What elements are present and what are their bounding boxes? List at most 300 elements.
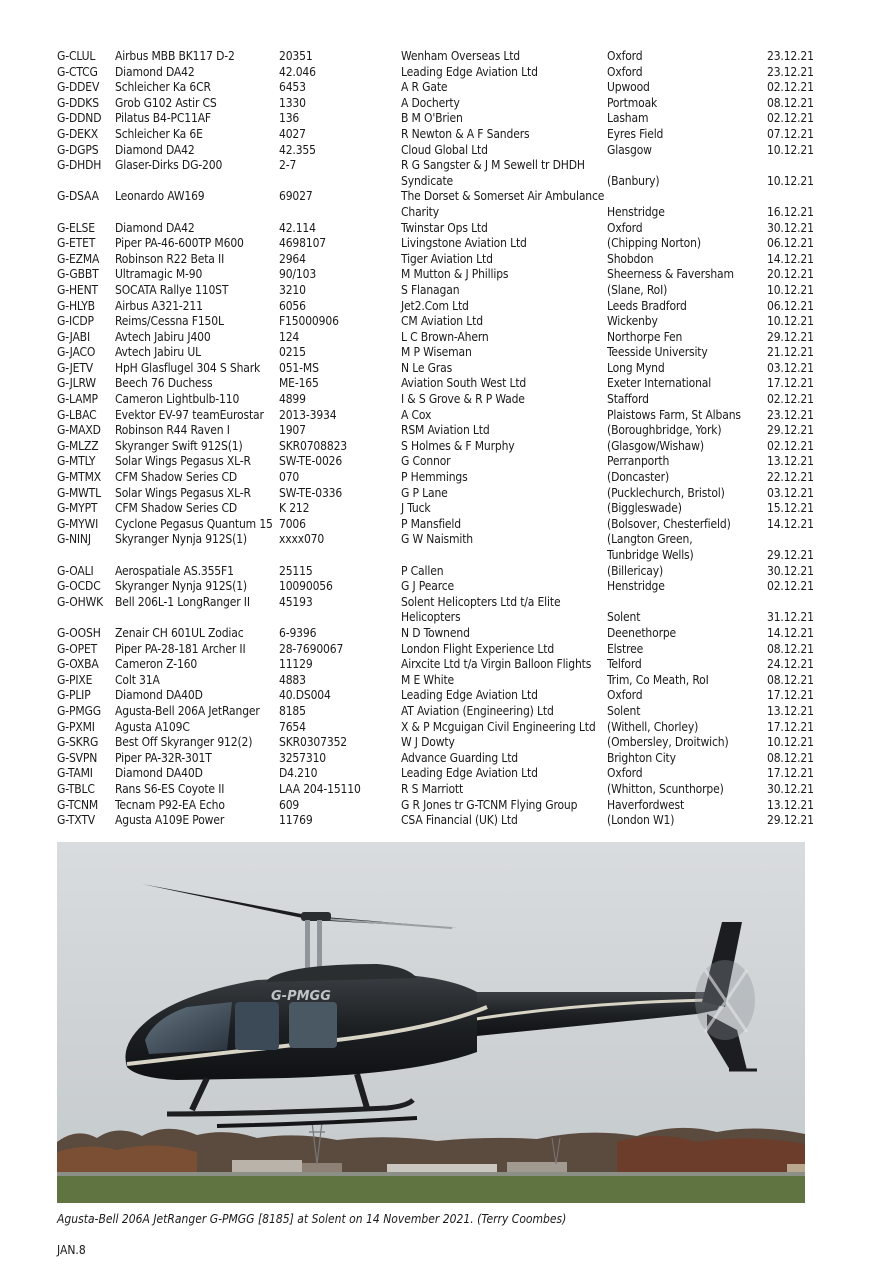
date-cell: 07.12.21 <box>767 126 814 141</box>
owner-cell: Syndicate <box>401 173 454 188</box>
owner-cell: RSM Aviation Ltd <box>401 423 490 438</box>
date-cell: 22.12.21 <box>767 470 814 485</box>
registration-cell: G-MWTL <box>57 485 101 500</box>
owner-cell: R S Marriott <box>401 781 464 796</box>
serial-number-cell <box>279 205 401 221</box>
date-cell: 31.12.21 <box>767 610 814 625</box>
serial-number-cell: SW-TE-0336 <box>279 485 343 500</box>
date-cell: 14.12.21 <box>767 516 814 531</box>
serial-number-cell: 124 <box>279 329 300 344</box>
serial-number-cell: 40.DS004 <box>279 688 331 703</box>
location-cell: Telford <box>607 657 642 672</box>
registration-cell: G-OHWK <box>57 594 104 609</box>
rear-door-window <box>289 1002 337 1048</box>
owner-cell: A R Gate <box>401 80 448 95</box>
aircraft-type-cell: Diamond DA40D <box>115 688 203 703</box>
owner-cell: London Flight Experience Ltd <box>401 641 555 656</box>
aircraft-type-cell: Rans S6-ES Coyote II <box>115 781 225 796</box>
date-cell: 23.12.21 <box>767 49 814 63</box>
serial-number-cell: 4899 <box>279 392 306 407</box>
serial-number-cell: 2-7 <box>279 158 297 173</box>
registration-cell: G-OPET <box>57 641 98 656</box>
registration-cell: G-JLRW <box>57 376 96 391</box>
location-cell <box>607 595 767 611</box>
serial-number-cell: 10090056 <box>279 579 333 594</box>
registration-cell: G-DSAA <box>57 189 99 204</box>
aircraft-type-cell: Airbus MBB BK117 D-2 <box>115 49 235 63</box>
location-cell: (Doncaster) <box>607 470 670 485</box>
owner-cell: P Callen <box>401 563 444 578</box>
owner-cell: Aviation South West Ltd <box>401 376 527 391</box>
serial-number-cell: 6056 <box>279 298 306 313</box>
helicopter-photo-svg <box>57 842 805 1203</box>
aircraft-type-cell: Zenair CH 601UL Zodiac <box>115 625 244 640</box>
location-cell: Oxford <box>607 688 643 703</box>
owner-cell: Solent Helicopters Ltd t/a Elite <box>401 594 561 609</box>
table-row <box>57 205 817 221</box>
helicopter-photo <box>57 842 805 1203</box>
owner-cell: Livingstone Aviation Ltd <box>401 236 527 251</box>
table-row <box>57 720 817 736</box>
serial-number-cell: 3257310 <box>279 750 327 765</box>
serial-number-cell: K 212 <box>279 501 310 516</box>
serial-number-cell: 6453 <box>279 80 306 95</box>
aircraft-type-cell: Piper PA-32R-301T <box>115 750 212 765</box>
date-cell: 08.12.21 <box>767 95 814 110</box>
date-cell <box>767 189 817 205</box>
table-row <box>57 111 817 127</box>
serial-number-cell <box>279 610 401 626</box>
registration-cell: G-ICDP <box>57 314 94 329</box>
registration-cell: G-ETET <box>57 236 96 251</box>
registration-cell: G-DDEV <box>57 80 100 95</box>
registration-cell: G-MTLY <box>57 454 96 469</box>
date-cell: 10.12.21 <box>767 735 814 750</box>
owner-cell: X & P Mcguigan Civil Engineering Ltd <box>401 719 596 734</box>
registration-cell: G-LAMP <box>57 392 98 407</box>
serial-number-cell: 609 <box>279 797 300 812</box>
location-cell: (Boroughbridge, York) <box>607 423 722 438</box>
table-row <box>57 486 817 502</box>
registration-cell: G-CLUL <box>57 49 96 63</box>
autumn-trees-right <box>617 1136 805 1177</box>
aircraft-type-cell: Airbus A321-211 <box>115 298 203 313</box>
registration-cell: G-DDKS <box>57 95 99 110</box>
registration-cell: G-PLIP <box>57 688 91 703</box>
location-cell: Oxford <box>607 766 643 781</box>
owner-cell: J Tuck <box>401 501 431 516</box>
table-row <box>57 610 817 626</box>
date-cell: 10.12.21 <box>767 282 814 297</box>
table-row <box>57 80 817 96</box>
aircraft-type-cell: Schleicher Ka 6CR <box>115 80 211 95</box>
registration-cell: G-OALI <box>57 563 94 578</box>
owner-cell: A Docherty <box>401 95 460 110</box>
owner-cell: B M O'Brien <box>401 111 463 126</box>
table-row <box>57 454 817 470</box>
table-row <box>57 626 817 642</box>
owner-cell: Jet2.Com Ltd <box>401 298 469 313</box>
date-cell: 16.12.21 <box>767 204 814 219</box>
aircraft-type-cell: CFM Shadow Series CD <box>115 470 238 485</box>
serial-number-cell: ME-165 <box>279 376 319 391</box>
aircraft-type-cell: Diamond DA42 <box>115 220 195 235</box>
date-cell: 23.12.21 <box>767 64 814 79</box>
table-row <box>57 735 817 751</box>
table-row <box>57 65 817 81</box>
serial-number-cell: SKR0307352 <box>279 735 348 750</box>
registration-cell: G-ELSE <box>57 220 95 235</box>
registration-cell: G-SVPN <box>57 750 98 765</box>
serial-number-cell: 8185 <box>279 703 306 718</box>
date-cell: 17.12.21 <box>767 766 814 781</box>
location-cell: Trim, Co Meath, RoI <box>607 672 709 687</box>
aircraft-type-cell: Solar Wings Pegasus XL-R <box>115 454 251 469</box>
table-row <box>57 517 817 533</box>
aircraft-type-cell: Skyranger Nynja 912S(1) <box>115 579 247 594</box>
date-cell: 21.12.21 <box>767 345 814 360</box>
table-row <box>57 96 817 112</box>
date-cell: 29.12.21 <box>767 329 814 344</box>
owner-cell: Advance Guarding Ltd <box>401 750 519 765</box>
registration-cell: G-SKRG <box>57 735 99 750</box>
aircraft-type-cell: Avtech Jabiru J400 <box>115 329 211 344</box>
date-cell: 17.12.21 <box>767 719 814 734</box>
table-row <box>57 345 817 361</box>
location-cell: Shobdon <box>607 251 654 266</box>
date-cell: 06.12.21 <box>767 236 814 251</box>
owner-cell: Airxcite Ltd t/a Virgin Balloon Flights <box>401 657 592 672</box>
location-cell: (Glasgow/Wishaw) <box>607 438 704 453</box>
photo-caption: Agusta-Bell 206A JetRanger G-PMGG [8185] at Solent on 14 November 2021. (Terry Coombes) <box>57 1212 567 1226</box>
date-cell: 02.12.21 <box>767 80 814 95</box>
owner-cell: Twinstar Ops Ltd <box>401 220 488 235</box>
date-cell <box>767 158 817 174</box>
owner-cell: G P Lane <box>401 485 448 500</box>
location-cell: Lasham <box>607 111 649 126</box>
registration-cell: G-HLYB <box>57 298 95 313</box>
owner-cell: Cloud Global Ltd <box>401 142 488 157</box>
aircraft-type-cell: Bell 206L-1 LongRanger II <box>115 594 250 609</box>
aircraft-type-cell: Robinson R44 Raven I <box>115 423 230 438</box>
tail-registration: G-PMGG <box>271 989 331 1004</box>
serial-number-cell: 0215 <box>279 345 306 360</box>
location-cell: (Chipping Norton) <box>607 236 701 251</box>
registration-cell: G-MTMX <box>57 470 101 485</box>
date-cell: 03.12.21 <box>767 360 814 375</box>
runway <box>57 1172 805 1176</box>
location-cell: (Withell, Chorley) <box>607 719 699 734</box>
date-cell: 02.12.21 <box>767 392 814 407</box>
table-row <box>57 408 817 424</box>
registration-cell: G-NINJ <box>57 532 91 547</box>
table-row <box>57 189 817 205</box>
aircraft-type-cell: Agusta A109E Power <box>115 813 225 828</box>
table-row <box>57 470 817 486</box>
location-cell: Solent <box>607 610 641 625</box>
owner-cell: R Newton & A F Sanders <box>401 126 530 141</box>
owner-cell: Tiger Aviation Ltd <box>401 251 493 266</box>
owner-cell: W J Dowty <box>401 735 455 750</box>
table-row <box>57 782 817 798</box>
aircraft-type-cell: Ultramagic M-90 <box>115 267 203 282</box>
owner-cell: S Flanagan <box>401 282 460 297</box>
registration-cell: G-OCDC <box>57 579 101 594</box>
date-cell: 30.12.21 <box>767 781 814 796</box>
aircraft-type-cell: Pilatus B4-PC11AF <box>115 111 211 126</box>
owner-cell: Leading Edge Aviation Ltd <box>401 766 538 781</box>
serial-number-cell: 2013-3934 <box>279 407 337 422</box>
table-row <box>57 595 817 611</box>
date-cell: 29.12.21 <box>767 548 814 562</box>
serial-number-cell: 3210 <box>279 282 306 297</box>
serial-number-cell: D4.210 <box>279 766 318 781</box>
aircraft-type-cell: Diamond DA40D <box>115 766 203 781</box>
location-cell <box>607 158 767 174</box>
serial-number-cell: 070 <box>279 470 300 485</box>
registration-cell: G-HENT <box>57 282 98 297</box>
date-cell: 23.12.21 <box>767 407 814 422</box>
table-row <box>57 439 817 455</box>
date-cell: 02.12.21 <box>767 438 814 453</box>
aircraft-type-cell: Leonardo AW169 <box>115 189 205 204</box>
aircraft-type-cell: Diamond DA42 <box>115 142 195 157</box>
rotor-mast <box>317 920 322 970</box>
registration-cell: G-PIXE <box>57 672 93 687</box>
serial-number-cell: SKR0708823 <box>279 438 348 453</box>
date-cell: 08.12.21 <box>767 672 814 687</box>
table-row <box>57 798 817 814</box>
location-cell: Brighton City <box>607 750 676 765</box>
aircraft-type-cell: Colt 31A <box>115 672 160 687</box>
registration-cell <box>57 174 115 190</box>
aircraft-type-cell: CFM Shadow Series CD <box>115 501 238 516</box>
date-cell: 13.12.21 <box>767 454 814 469</box>
table-row <box>57 564 817 580</box>
location-cell: Henstridge <box>607 579 665 594</box>
serial-number-cell: xxxx070 <box>279 532 325 547</box>
date-cell: 14.12.21 <box>767 251 814 266</box>
serial-number-cell: 42.114 <box>279 220 316 235</box>
location-cell: Oxford <box>607 220 643 235</box>
aircraft-type-cell: Tecnam P92-EA Echo <box>115 797 225 812</box>
date-cell: 02.12.21 <box>767 579 814 594</box>
registration-cell: G-MYPT <box>57 501 98 516</box>
aircraft-type-cell: Agusta A109C <box>115 719 190 734</box>
date-cell: 17.12.21 <box>767 376 814 391</box>
location-cell: Henstridge <box>607 204 665 219</box>
owner-cell: N Le Gras <box>401 360 453 375</box>
location-cell: Oxford <box>607 64 643 79</box>
owner-cell: Helicopters <box>401 610 461 625</box>
location-cell: (Slane, RoI) <box>607 282 668 297</box>
registration-cell: G-MAXD <box>57 423 101 438</box>
location-cell: Tunbridge Wells) <box>607 548 694 562</box>
owner-cell: M P Wiseman <box>401 345 472 360</box>
registration-cell <box>57 205 115 221</box>
date-cell: 13.12.21 <box>767 797 814 812</box>
owner-cell: L C Brown-Ahern <box>401 329 489 344</box>
serial-number-cell: 1907 <box>279 423 306 438</box>
table-row <box>57 236 817 252</box>
date-cell: 29.12.21 <box>767 813 814 828</box>
deregistration-table-body <box>57 49 817 829</box>
serial-number-cell: 4698107 <box>279 236 327 251</box>
serial-number-cell: 42.046 <box>279 64 316 79</box>
registration-cell <box>57 548 115 564</box>
serial-number-cell: 90/103 <box>279 267 317 282</box>
serial-number-cell: 11769 <box>279 813 313 828</box>
aircraft-type-cell <box>115 610 279 626</box>
aircraft-type-cell <box>115 205 279 221</box>
table-row <box>57 361 817 377</box>
aircraft-type-cell <box>115 548 279 564</box>
location-cell: Upwood <box>607 80 650 95</box>
date-cell: 14.12.21 <box>767 625 814 640</box>
owner-cell: Leading Edge Aviation Ltd <box>401 64 538 79</box>
location-cell: (Banbury) <box>607 173 660 188</box>
registration-cell: G-GBBT <box>57 267 99 282</box>
rotor-hub <box>301 912 331 921</box>
aircraft-type-cell: SOCATA Rallye 110ST <box>115 282 229 297</box>
aircraft-type-cell: Skyranger Swift 912S(1) <box>115 438 243 453</box>
registration-cell: G-DGPS <box>57 142 99 157</box>
aircraft-type-cell: Cameron Lightbulb-110 <box>115 392 240 407</box>
owner-cell: CM Aviation Ltd <box>401 314 483 329</box>
table-row <box>57 813 817 829</box>
location-cell: Wickenby <box>607 314 658 329</box>
owner-cell: S Holmes & F Murphy <box>401 438 515 453</box>
table-row <box>57 283 817 299</box>
registration-cell: G-JACO <box>57 345 96 360</box>
owner-cell: P Mansfield <box>401 516 461 531</box>
date-cell: 15.12.21 <box>767 501 814 516</box>
date-cell: 24.12.21 <box>767 657 814 672</box>
table-row <box>57 330 817 346</box>
registration-cell: G-JETV <box>57 360 94 375</box>
location-cell: Oxford <box>607 49 643 63</box>
location-cell: Northorpe Fen <box>607 329 683 344</box>
table-row <box>57 766 817 782</box>
location-cell: Solent <box>607 703 641 718</box>
aircraft-type-cell: Aerospatiale AS.355F1 <box>115 563 234 578</box>
aircraft-type-cell: Piper PA-28-181 Archer II <box>115 641 246 656</box>
location-cell: Exeter International <box>607 376 712 391</box>
deregistration-table <box>57 49 817 829</box>
aircraft-type-cell: Solar Wings Pegasus XL-R <box>115 485 251 500</box>
serial-number-cell: 1330 <box>279 95 306 110</box>
date-cell <box>767 595 817 611</box>
table-row <box>57 501 817 517</box>
table-row <box>57 376 817 392</box>
registration-cell: G-MLZZ <box>57 438 99 453</box>
location-cell: Plaistows Farm, St Albans <box>607 407 741 422</box>
aircraft-type-cell: HpH Glasflugel 304 S Shark <box>115 360 261 375</box>
date-cell: 10.12.21 <box>767 142 814 157</box>
location-cell: Elstree <box>607 641 644 656</box>
location-cell: Haverfordwest <box>607 797 685 812</box>
location-cell: (London W1) <box>607 813 675 828</box>
serial-number-cell: 7654 <box>279 719 306 734</box>
date-cell: 02.12.21 <box>767 111 814 126</box>
owner-cell: N D Townend <box>401 625 470 640</box>
table-row <box>57 49 817 65</box>
serial-number-cell: 4027 <box>279 126 306 141</box>
serial-number-cell: 7006 <box>279 516 306 531</box>
location-cell: Long Mynd <box>607 360 665 375</box>
table-row <box>57 548 817 564</box>
aircraft-type-cell: Cyclone Pegasus Quantum 15 <box>115 516 273 531</box>
location-cell: Sheerness & Faversham <box>607 267 734 282</box>
location-cell: (Bolsover, Chesterfield) <box>607 516 731 531</box>
owner-cell: A Cox <box>401 407 432 422</box>
date-cell: 29.12.21 <box>767 423 814 438</box>
location-cell: (Whitton, Scunthorpe) <box>607 781 724 796</box>
serial-number-cell: 20351 <box>279 49 313 63</box>
table-row <box>57 751 817 767</box>
table-row <box>57 314 817 330</box>
date-cell: 10.12.21 <box>767 173 814 188</box>
owner-cell <box>401 548 607 564</box>
registration-cell: G-PMGG <box>57 703 101 718</box>
serial-number-cell: LAA 204-15110 <box>279 781 361 796</box>
date-cell: 13.12.21 <box>767 703 814 718</box>
aircraft-type-cell: Evektor EV-97 teamEurostar <box>115 407 264 422</box>
date-cell: 03.12.21 <box>767 485 814 500</box>
location-cell: Portmoak <box>607 95 658 110</box>
registration-cell: G-PXMI <box>57 719 95 734</box>
date-cell: 10.12.21 <box>767 314 814 329</box>
date-cell: 30.12.21 <box>767 563 814 578</box>
table-row <box>57 127 817 143</box>
registration-cell: G-OXBA <box>57 657 99 672</box>
table-row <box>57 267 817 283</box>
table-row <box>57 423 817 439</box>
owner-cell: I & S Grove & R P Wade <box>401 392 525 407</box>
registration-cell: G-TBLC <box>57 781 95 796</box>
owner-cell: Wenham Overseas Ltd <box>401 49 521 63</box>
owner-cell: M E White <box>401 672 455 687</box>
location-cell: Eyres Field <box>607 126 664 141</box>
registration-cell: G-MYWI <box>57 516 99 531</box>
owner-cell: Leading Edge Aviation Ltd <box>401 688 538 703</box>
registration-cell: G-TAMI <box>57 766 93 781</box>
serial-number-cell: 136 <box>279 111 300 126</box>
registration-cell: G-OOSH <box>57 625 101 640</box>
owner-cell: G Connor <box>401 454 451 469</box>
aircraft-type-cell: Skyranger Nynja 912S(1) <box>115 532 247 547</box>
date-cell: 20.12.21 <box>767 267 814 282</box>
table-row <box>57 642 817 658</box>
serial-number-cell: 45193 <box>279 594 313 609</box>
table-row <box>57 688 817 704</box>
serial-number-cell: 2964 <box>279 251 306 266</box>
aircraft-type-cell: Grob G102 Astir CS <box>115 95 217 110</box>
serial-number-cell: F15000906 <box>279 314 339 329</box>
table-row <box>57 299 817 315</box>
registration-cell: G-DEKX <box>57 126 98 141</box>
aircraft-type-cell: Piper PA-46-600TP M600 <box>115 236 244 251</box>
location-cell <box>607 189 767 205</box>
serial-number-cell: SW-TE-0026 <box>279 454 343 469</box>
location-cell: (Biggleswade) <box>607 501 682 516</box>
location-cell: Leeds Bradford <box>607 298 687 313</box>
owner-cell: M Mutton & J Phillips <box>401 267 509 282</box>
owner-cell: G R Jones tr G-TCNM Flying Group <box>401 797 578 812</box>
location-cell: Stafford <box>607 392 649 407</box>
owner-cell: The Dorset & Somerset Air Ambulance <box>401 189 605 204</box>
aircraft-type-cell: Cameron Z-160 <box>115 657 198 672</box>
